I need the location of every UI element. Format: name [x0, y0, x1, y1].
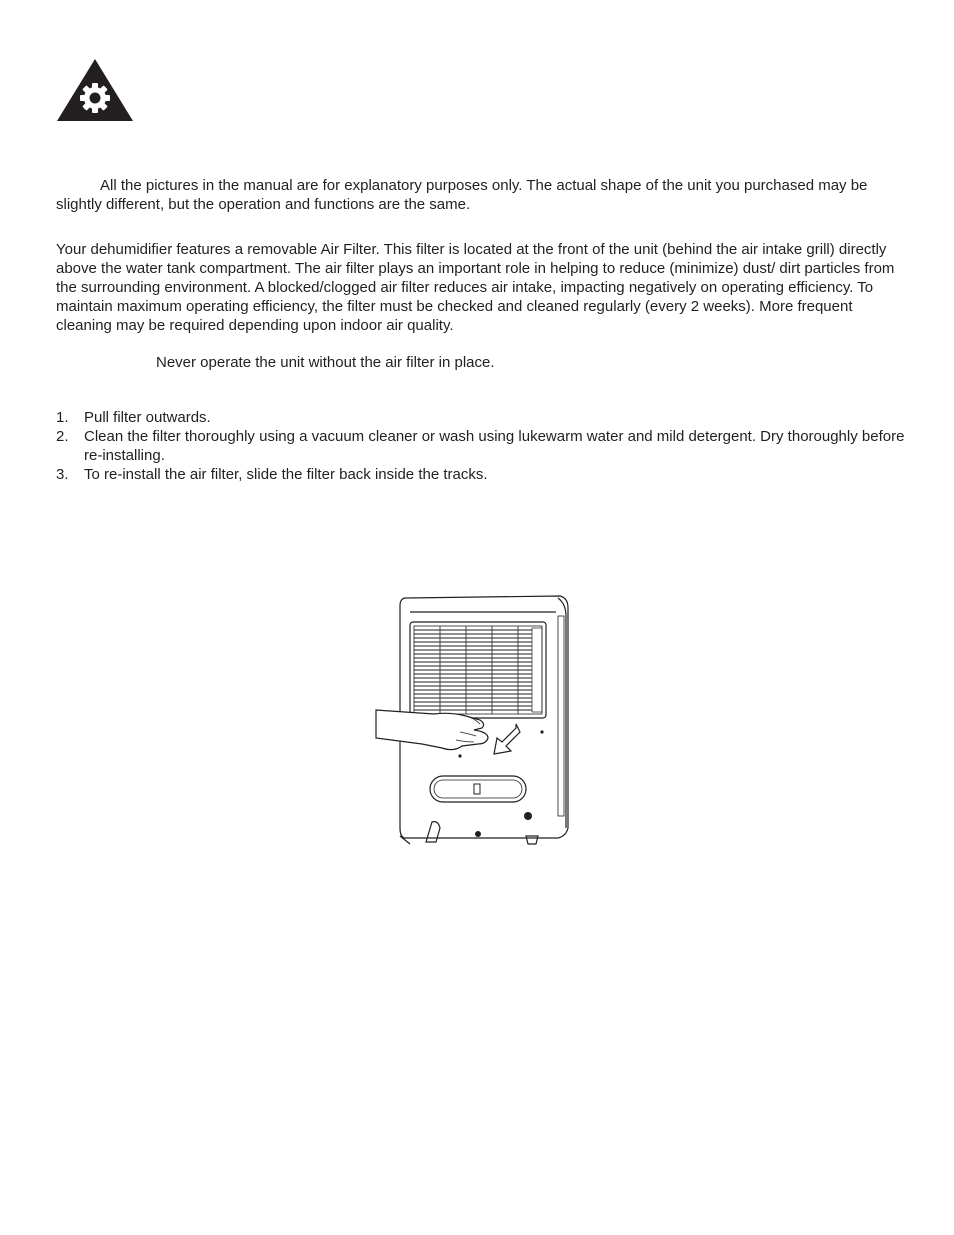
- step-number: 3.: [56, 466, 69, 483]
- step-text: To re-install the air filter, slide the filter back inside the tracks.: [84, 466, 488, 483]
- step-number: 2.: [56, 428, 69, 445]
- step-number: 1.: [56, 409, 69, 426]
- cleaning-steps-list: [56, 408, 906, 484]
- intro-text: All the pictures in the manual are for explanatory purposes only. The actual shape of the unit you purchased may be slightly different, but the operation and functions are the same.: [56, 177, 868, 213]
- dehumidifier-illustration: [370, 592, 580, 846]
- air-filter-description: Your dehumidifier features a removable Air Filter. This filter is located at the front of the unit (behind the air intake grill) directly above the water tank compartment. The air filter plays an important role in helping to reduce (minimize) dust/ dirt particles from the surrounding environment. A blocked/clogged air filter reduces air intake, impacting negatively on operating efficiency. To maintain maximum operating efficiency, the filter must be checked and cleaned regularly (every 2 weeks). More frequent cleaning may be required depending upon indoor air quality.: [56, 241, 895, 334]
- air-filter-note: Never operate the unit without the air filter in place.: [156, 354, 495, 371]
- step-text: Pull filter outwards.: [84, 409, 211, 426]
- step-item: [56, 408, 906, 427]
- step-text: Clean the filter thoroughly using a vacuum cleaner or wash using lukewarm water and mild detergent. Dry thoroughly before re-installing.: [84, 428, 905, 464]
- gear-warning-icon: [56, 58, 134, 122]
- intro-paragraph: [56, 176, 906, 214]
- step-item: [56, 427, 906, 465]
- step-item: [56, 465, 906, 484]
